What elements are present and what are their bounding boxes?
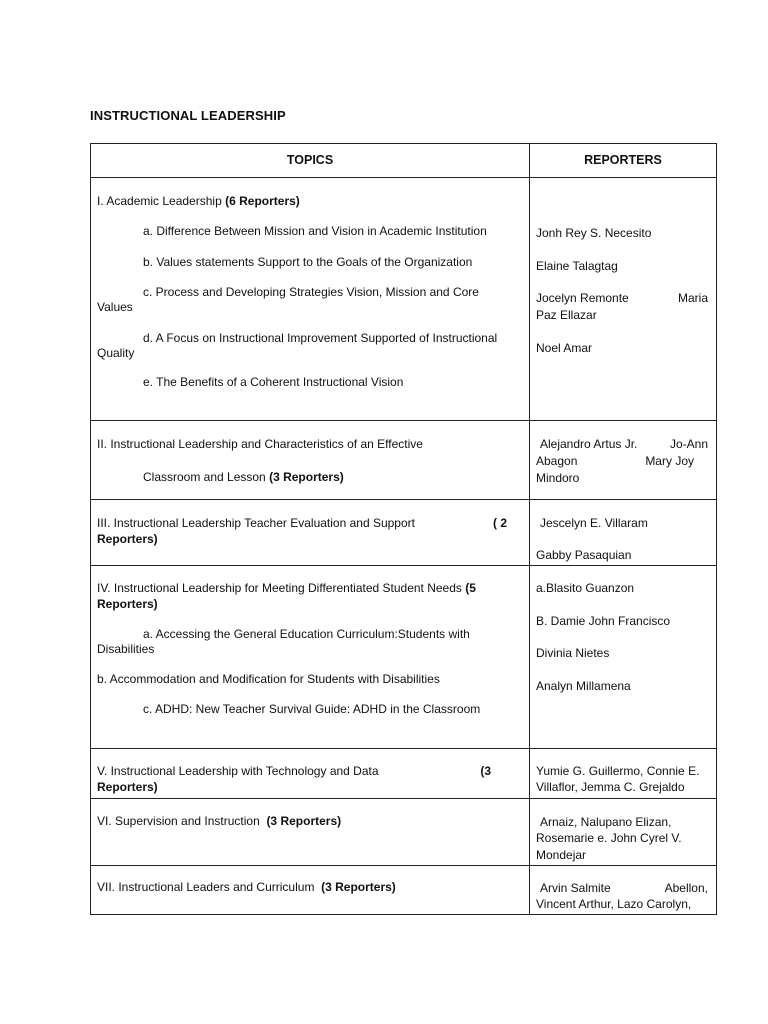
reporter-name: Jocelyn Remonte	[536, 291, 629, 305]
reporter-name: Rosemarie e. John Cyrel V.	[536, 831, 682, 845]
topic-title: I. Academic Leadership (6 Reporters)	[97, 194, 300, 208]
subtopic: c. Process and Developing Strategies Vision, Mission and Core	[143, 285, 479, 299]
topic-cell	[91, 799, 530, 866]
subtopic: a. Accessing the General Education Curriculum:Students with	[143, 627, 470, 641]
topic-cell	[91, 866, 530, 915]
reporter-name: B. Damie John Francisco	[536, 614, 671, 628]
table-row	[91, 749, 717, 799]
subtopic-continued: Disabilities	[97, 642, 155, 656]
topic-title: VII. Instructional Leaders and Curriculum (3 Reporters)	[97, 880, 396, 894]
reporter-name: Mary Joy	[645, 454, 694, 468]
topic-title: III. Instructional Leadership Teacher Evaluation and Support ( 2	[97, 516, 507, 530]
topic-cell	[91, 566, 530, 749]
topic-title: V. Instructional Leadership with Technology and Data (3	[97, 764, 491, 778]
reporter-name: Alejandro Artus Jr.	[540, 437, 638, 451]
table-row	[91, 799, 717, 866]
topic-cell	[91, 178, 530, 421]
table-row	[91, 178, 717, 421]
reporter-name: Noel Amar	[536, 341, 593, 355]
topic-title-continued: Classroom and Lesson (3 Reporters)	[143, 470, 344, 484]
reporters-cell	[530, 799, 717, 866]
table-row	[91, 866, 717, 915]
topic-cell	[91, 749, 530, 799]
reporter-name: Villaflor, Jemma C. Grejaldo	[536, 780, 685, 794]
reporter-name: Jescelyn E. Villaram	[540, 516, 648, 530]
reporter-name: Abellon,	[664, 881, 708, 895]
reporter-name: Mondejar	[536, 848, 587, 862]
reporter-name: Analyn Millamena	[536, 679, 631, 693]
reporter-name: Arvin Salmite	[540, 881, 611, 895]
reporter-name: Paz Ellazar	[536, 308, 597, 322]
reporter-name: Divinia Nietes	[536, 646, 610, 660]
topic-cell	[91, 421, 530, 500]
table-row	[91, 421, 717, 500]
table-row	[91, 500, 717, 566]
reporter-name: Abagon	[536, 454, 578, 468]
topic-title-continued: Reporters)	[97, 780, 158, 794]
topic-title-continued: Reporters)	[97, 532, 158, 546]
subtopic: b. Values statements Support to the Goals of the Organization	[143, 255, 473, 269]
reporter-name: Gabby Pasaquian	[536, 548, 632, 562]
reporter-name: Elaine Talagtag	[536, 259, 618, 273]
reporter-name: Vincent Arthur, Lazo Carolyn,	[536, 897, 692, 911]
reporters-cell	[530, 749, 717, 799]
topic-title: IV. Instructional Leadership for Meeting Differentiated Student Needs (5	[97, 581, 476, 595]
table-header-row	[91, 144, 717, 178]
reporter-name: Maria	[677, 291, 708, 305]
subtopic: b. Accommodation and Modification for Students with Disabilities	[97, 672, 440, 686]
reporters-cell	[530, 421, 717, 500]
reporter-name: Yumie G. Guillermo, Connie E.	[536, 764, 700, 778]
topics-header: TOPICS	[91, 144, 530, 178]
reporter-name: Mindoro	[536, 471, 580, 485]
topics-table	[90, 143, 717, 915]
subtopic: c. ADHD: New Teacher Survival Guide: ADHD in the Classroom	[143, 702, 481, 716]
topic-cell	[91, 500, 530, 566]
subtopic: a. Difference Between Mission and Vision in Academic Institution	[143, 224, 487, 238]
topic-title: II. Instructional Leadership and Characteristics of an Effective	[97, 437, 423, 451]
topic-title-continued: Reporters)	[97, 597, 158, 611]
subtopic: e. The Benefits of a Coherent Instructional Vision	[143, 375, 404, 389]
reporters-cell	[530, 178, 717, 421]
subtopic-continued: Values	[97, 300, 133, 314]
reporters-cell	[530, 866, 717, 915]
subtopic-continued: Quality	[97, 346, 135, 360]
reporter-name: Jo-Ann	[669, 437, 708, 451]
reporters-cell	[530, 500, 717, 566]
document-title: INSTRUCTIONAL LEADERSHIP	[90, 108, 286, 123]
reporters-header: REPORTERS	[530, 144, 717, 178]
topic-title: VI. Supervision and Instruction (3 Reporters)	[97, 814, 342, 828]
table-row	[91, 566, 717, 749]
subtopic: d. A Focus on Instructional Improvement Supported of Instructional	[143, 331, 498, 345]
reporters-cell	[530, 566, 717, 749]
reporter-name: Arnaiz, Nalupano Elizan,	[540, 815, 672, 829]
reporter-name: Jonh Rey S. Necesito	[536, 226, 652, 240]
reporter-name: a.Blasito Guanzon	[536, 581, 635, 595]
